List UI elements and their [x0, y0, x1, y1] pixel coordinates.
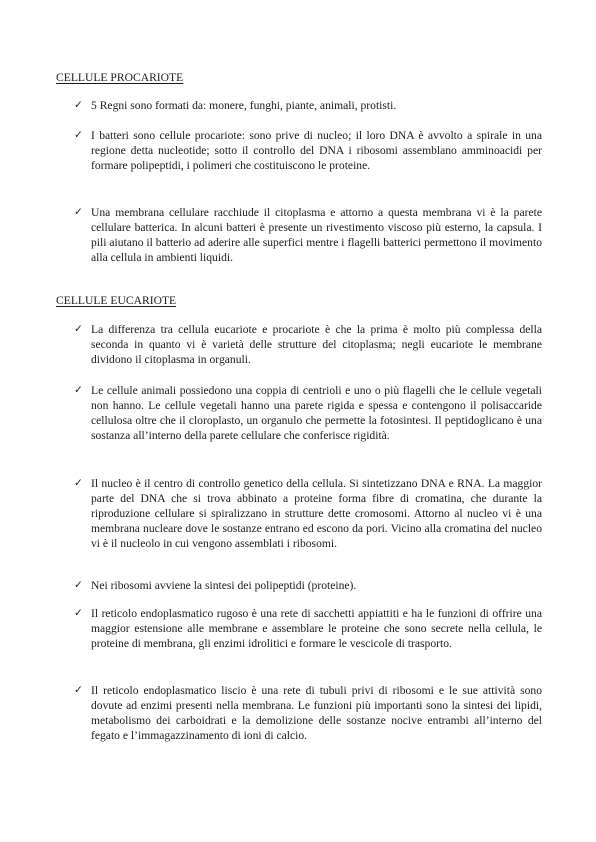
list-item-text: Il reticolo endoplasmatico rugoso è una rete di sacchetti appiattiti e ha le funzioni di offrire una maggior estensione alle membrane e assemblare le proteine che sono secrete nella cellula, le proteine di membrana, gli enzimi idrolitici e formare le vescicole di trasporto.	[91, 607, 542, 651]
list-item	[74, 606, 542, 651]
list-item-text: Il nucleo è il centro di controllo genetico della cellula. Si sintetizzano DNA e RNA. La maggior parte del DNA che si trova abbinato a proteine forma fibre di cromatina, che durante la riproduzione cellulare si spiralizzano in strutture dette cromosomi. Attorno al nucleo vi è una membrana nucleare dove le sostanze entrano ed escono da pori. Vicino alla cromatina del nucleo vi è il nucleolo in cui vengono assemblati i ribosomi.	[91, 477, 542, 551]
list-item-text: Le cellule animali possiedono una coppia di centrioli e uno o più flagelli che le cellule vegetali non hanno. Le cellule vegetali hanno una parete rigida e spessa e contengono il polisaccaride cellulosa oltre che il cloroplasto, un organulo che permette la fotosintesi. Il peptidoglicano è una sostanza all’interno della parete cellulare che conferisce rigidità.	[91, 384, 542, 443]
check-mark-icon: ✓	[74, 607, 83, 619]
list-item	[74, 476, 542, 551]
check-mark-icon: ✓	[74, 579, 83, 591]
check-mark-icon: ✓	[74, 684, 83, 696]
list-item	[74, 98, 542, 113]
list-item-text: I batteri sono cellule procariote: sono prive di nucleo; il loro DNA è avvolto a spirale in una regione detta nucleotide; sotto il controllo del DNA i ribosomi assemblano amminoacidi per formare polipeptidi, i polimeri che costituiscono le proteine.	[91, 129, 542, 173]
check-mark-icon: ✓	[74, 384, 83, 396]
check-mark-icon: ✓	[74, 129, 83, 141]
list-item	[74, 322, 542, 367]
list-item-text: Il reticolo endoplasmatico liscio è una rete di tubuli privi di ribosomi e le sue attività sono dovute ad enzimi presenti nella membrana. Le funzioni più importanti sono la sintesi dei lipidi, metabolismo dei carboidrati e la demolizione delle sostanze nocive entrambi all’interno del fegato e l’immagazzinamento di ioni di calcio.	[91, 684, 542, 743]
section-heading-eucariote: CELLULE EUCARIOTE	[56, 294, 177, 307]
list-item-text: 5 Regni sono formati da: monere, funghi, piante, animali, protisti.	[91, 99, 397, 112]
list-item-text: Nei ribosomi avviene la sintesi dei polipeptidi (proteine).	[91, 579, 357, 592]
check-mark-icon: ✓	[74, 99, 83, 111]
section-heading-procariote: CELLULE PROCARIOTE	[56, 71, 184, 84]
list-item	[74, 683, 542, 743]
check-mark-icon: ✓	[74, 323, 83, 335]
list-item-text: Una membrana cellulare racchiude il citoplasma e attorno a questa membrana vi è la parete cellulare batterica. In alcuni batteri è presente un rivestimento viscoso più esterno, la capsula. I pili aiutano il batterio ad aderire alle superfici mentre i flagelli batterici permettono il movimento alla cellula in ambienti liquidi.	[91, 206, 542, 265]
list-item	[74, 205, 542, 265]
list-item	[74, 128, 542, 173]
list-item	[74, 578, 542, 593]
check-mark-icon: ✓	[74, 206, 83, 218]
list-item	[74, 383, 542, 443]
list-item-text: La differenza tra cellula eucariote e procariote è che la prima è molto più complessa della seconda in quanto vi è varietà delle strutture del citoplasma; negli eucariote le membrane dividono il citoplasma in organuli.	[91, 323, 542, 367]
check-mark-icon: ✓	[74, 477, 83, 489]
